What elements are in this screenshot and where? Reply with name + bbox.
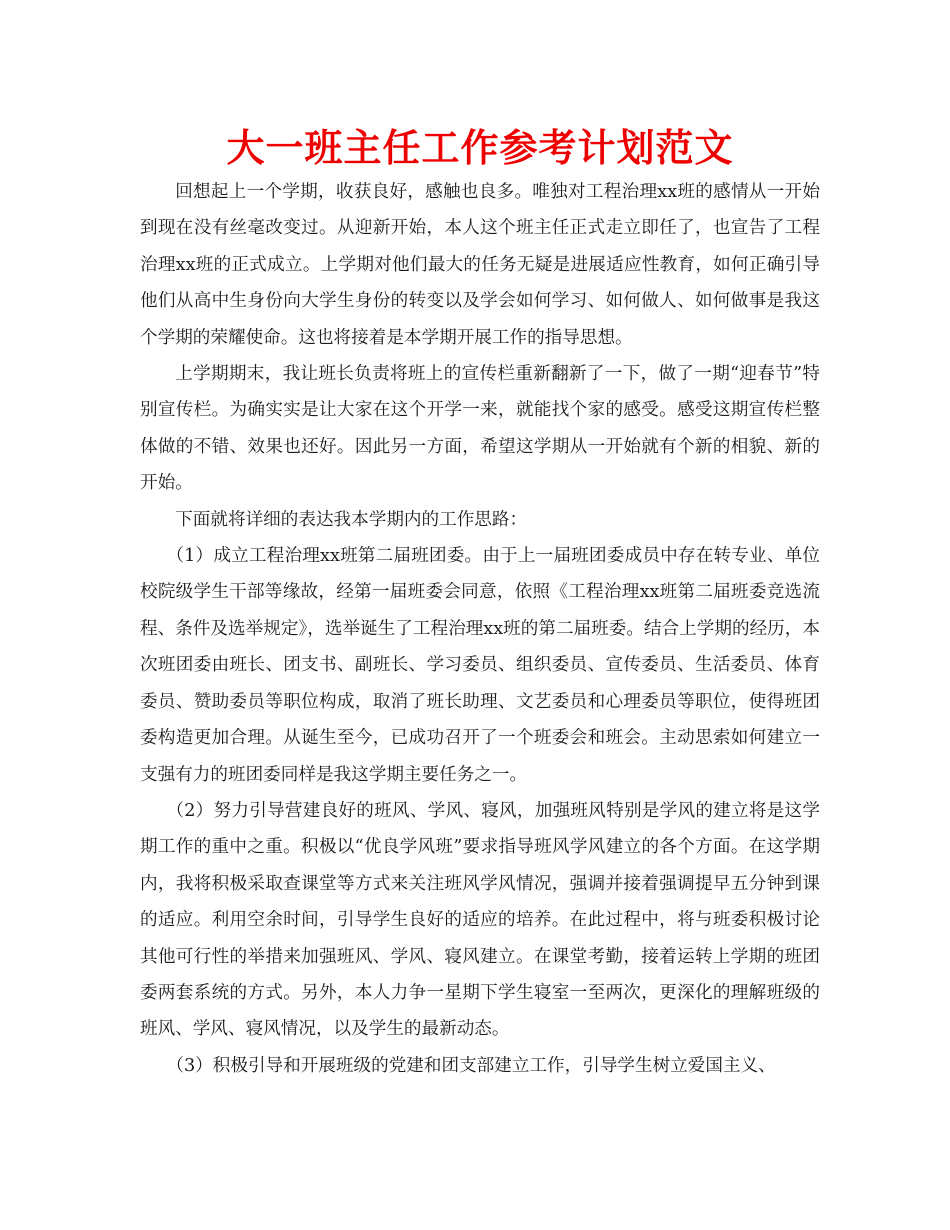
paragraph-item-3: （3）积极引导和开展班级的党建和团支部建立工作，引导学生树立爱国主义、	[166, 1055, 776, 1076]
paragraph-outline: 下面就将详细的表达我本学期内的工作思路：	[175, 509, 528, 530]
document-page	[140, 122, 820, 1084]
document-title: 大一班主任工作参考计划范文	[226, 125, 734, 170]
paragraph-item-1: （1）成立工程治理xx班第二届班团委。由于上一届班团委成员中存在转专业、单位校院级学生干部等缘故，经第一届班委会同意，依照《工程治理xx班第二届班委竞选流程、条件及选举规定》，选举诞生了工程治理xx班的第二届班委。结合上学期的经历，本次班团委由班长、团支书、副班长、学习委员、组织委员、宣传委员、生活委员、体育委员、赞助委员等职位构成，取消了班长助理、文艺委员和心理委员等职位，使得班团委构造更加合理。从诞生至今，已成功召开了一个班委会和班会。主动思索如何建立一支强有力的班团委同样是我这学期主要任务之一。	[140, 546, 820, 785]
document-body	[140, 174, 820, 1084]
paragraph-item-2: （2）努力引导营建良好的班风、学风、寝风，加强班风特别是学风的建立将是这学期工作的重中之重。积极以“优良学风班”要求指导班风学风建立的各个方面。在这学期内，我将积极采取查课堂等方式来关注班风学风情况，强调并接着强调提早五分钟到课的适应。利用空余时间，引导学生良好的适应的培养。在此过程中，将与班委积极讨论其他可行性的举措来加强班风、学风、寝风建立。在课堂考勤，接着运转上学期的班团委两套系统的方式。另外，本人力争一星期下学生寝室一至两次，更深化的理解班级的班风、学风、寝风情况，以及学生的最新动态。	[140, 800, 820, 1040]
paragraph-bulletin: 上学期期末，我让班长负责将班上的宣传栏重新翻新了一下，做了一期“迎春节”特别宣传栏。为确实实是让大家在这个开学一来，就能找个家的感受。感受这期宣传栏整体做的不错、效果也还好。因此另一方面，希望这学期从一开始就有个新的相貌、新的开始。	[140, 364, 820, 494]
paragraph-intro: 回想起上一个学期，收获良好，感触也良多。唯独对工程治理xx班的感情从一开始到现在没有丝毫改变过。从迎新开始，本人这个班主任正式走立即任了，也宣告了工程治理xx班的正式成立。上学期对他们最大的任务无疑是进展适应性教育，如何正确引导他们从高中生身份向大学生身份的转变以及学会如何学习、如何做人、如何做事是我这个学期的荣耀使命。这也将接着是本学期开展工作的指导思想。	[140, 182, 820, 348]
